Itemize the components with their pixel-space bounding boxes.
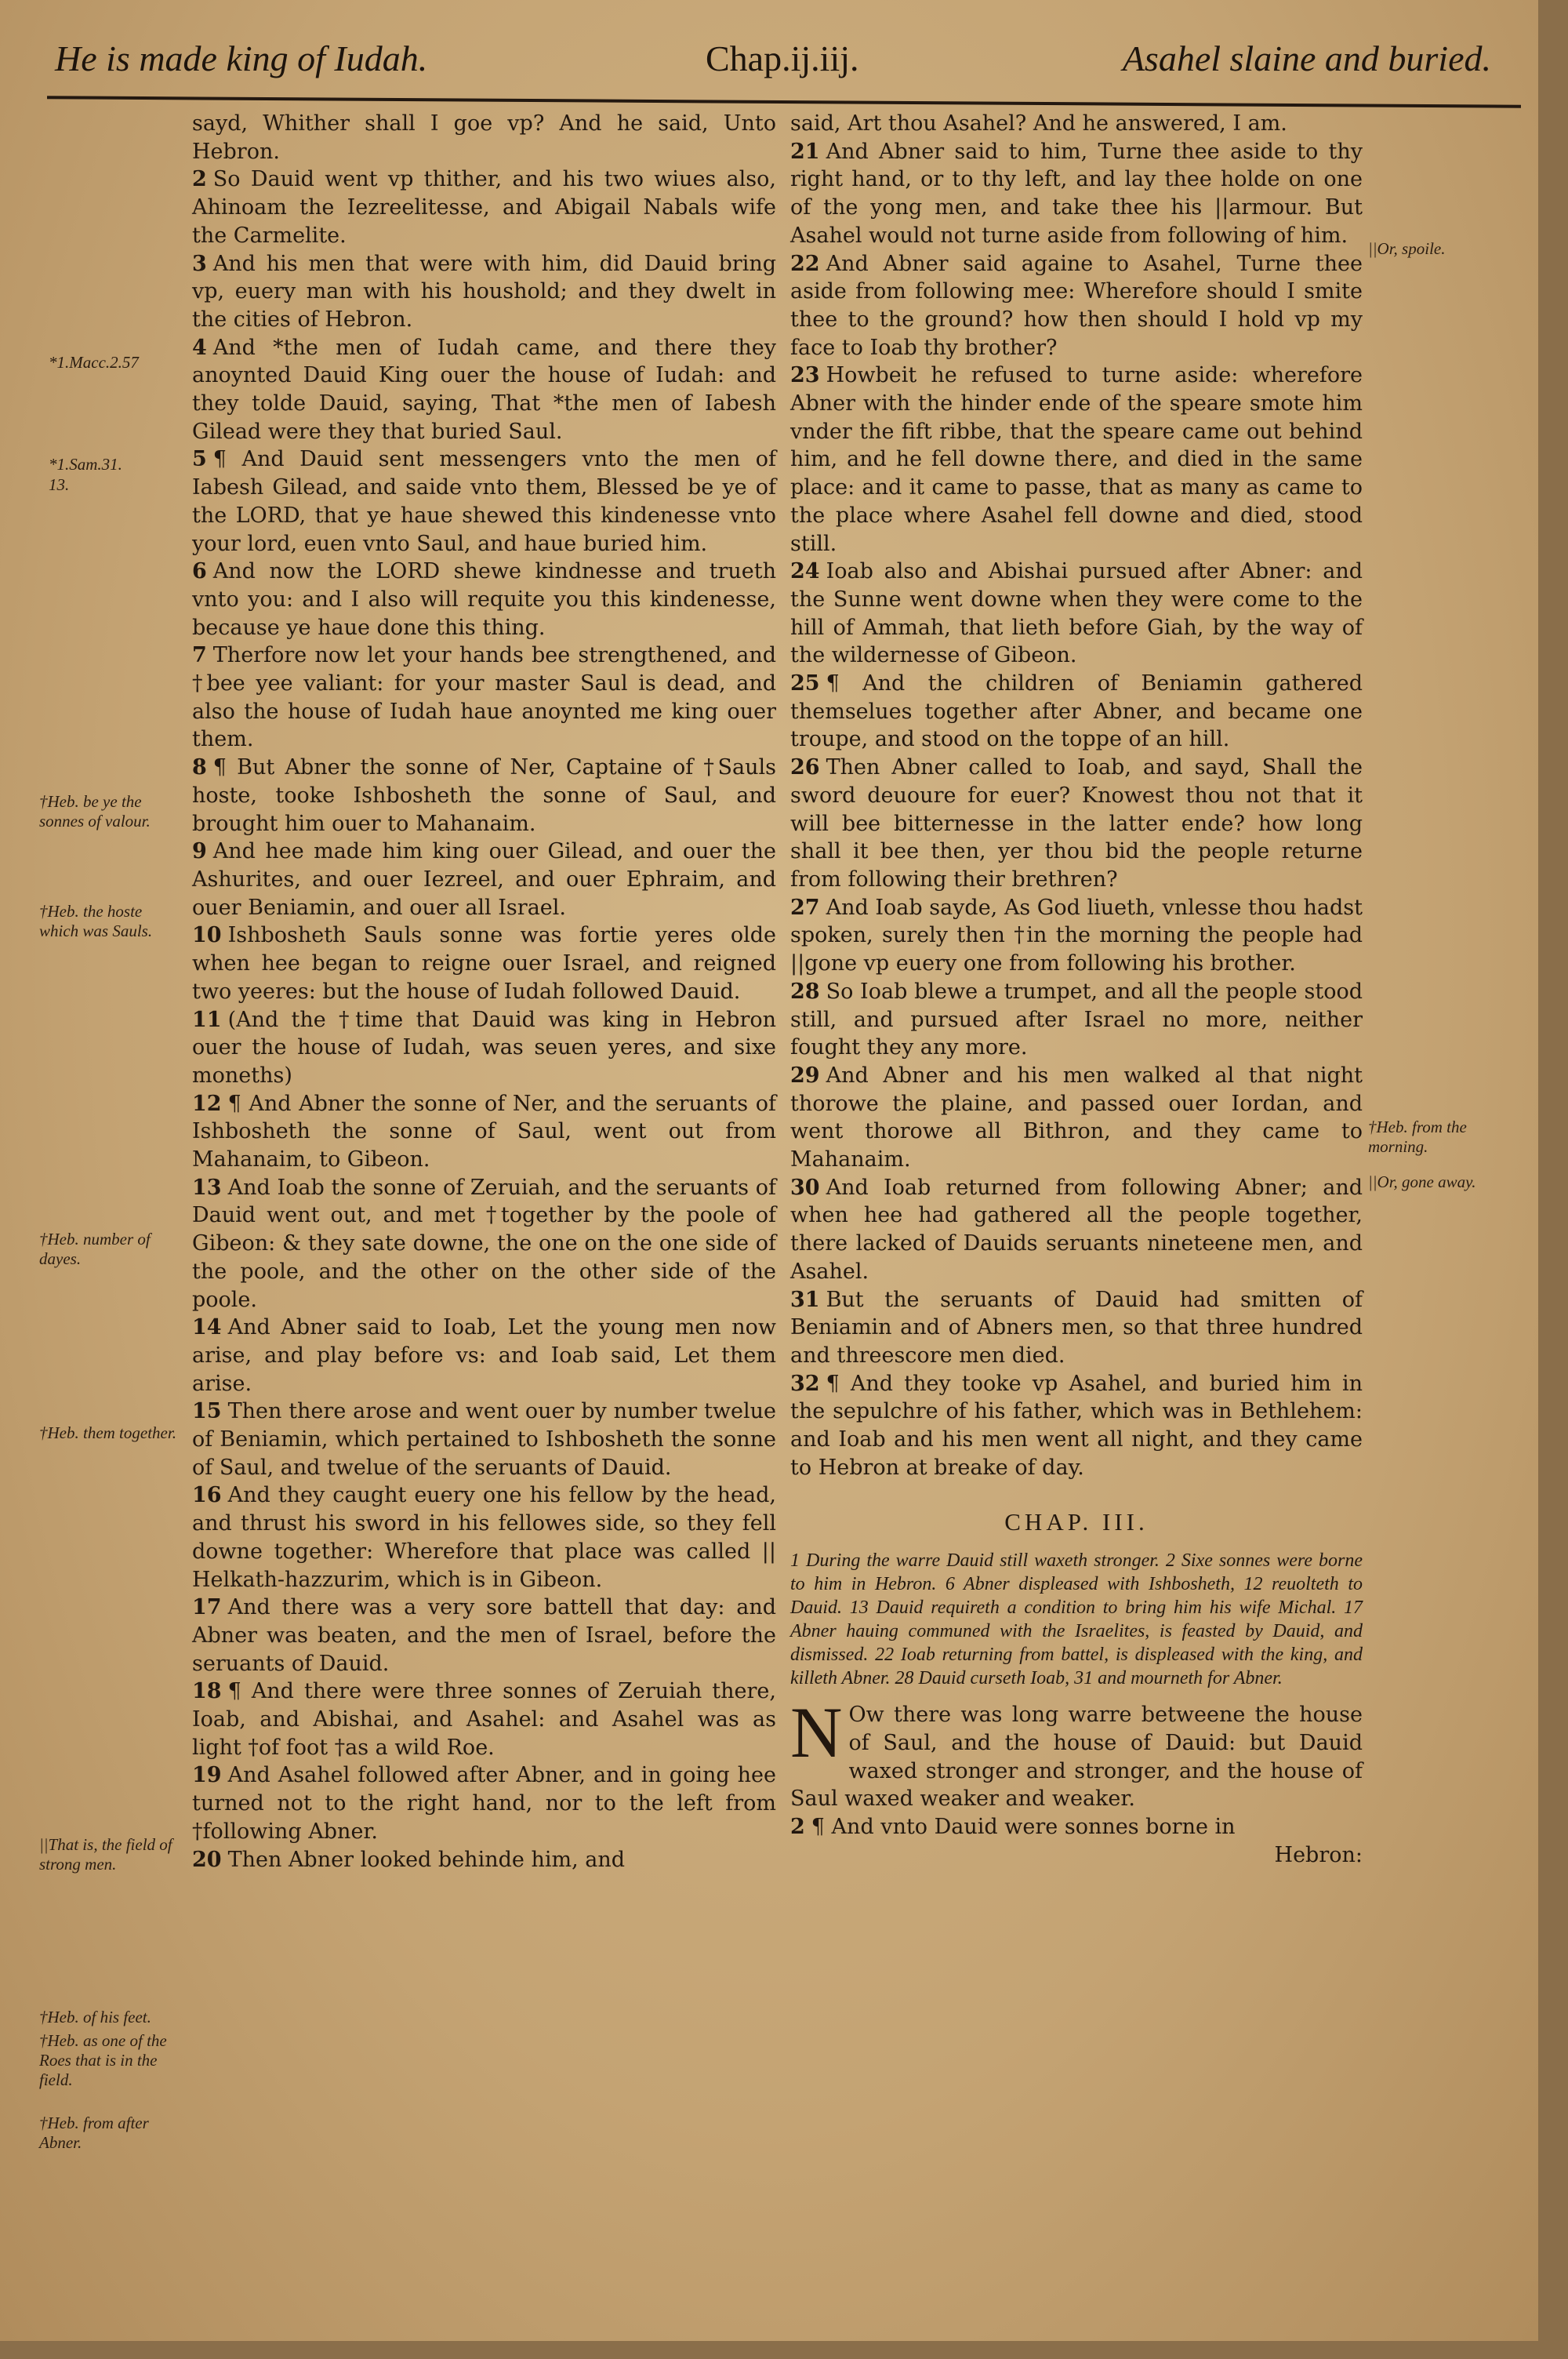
verse: 14 And Abner said to Ioab, Let the young men now arise, and play before vs: and Ioab said, Let them arise. <box>192 1315 776 1396</box>
margin-note: †Heb. from the morning. <box>1368 1118 1467 1156</box>
chapter-summary: 1 During the warre Dauid still waxeth stronger. 2 Sixe sonnes were borne to him in Hebron. 6 Abner displeased with Ishbosheth, 12 reuolteth to Dauid. 13 Dauid requireth a condition to bring him his wife Michal. 17 Abner hauing communed with the Israelites, is feasted by Dauid, and dismissed. 22 Ioab returning from battel, is displeased with the king, and killeth Abner. 28 Dauid curseth Ioab, 31 and mourneth for Abner. <box>790 1550 1363 1689</box>
drop-cap: N <box>790 1692 843 1773</box>
margin-note: †Heb. be ye the sonnes of valour. <box>39 792 151 831</box>
verse: 28 So Ioab blewe a trumpet, and all the people stood still, and pursued after Israel no more, neither fought they any more. <box>790 979 1363 1060</box>
verse: 31 But the seruants of Dauid had smitten of Beniamin and of Abners men, so that three hundred and threescore men died. <box>790 1287 1363 1368</box>
header-chapter-title: Chap.ij.iij. <box>706 38 859 78</box>
continued-text: said, Art thou Asahel? And he answered, I am. <box>790 111 1287 136</box>
margin-note: †Heb. them together. <box>39 1423 176 1442</box>
verse: 22 And Abner said againe to Asahel, Turne thee aside from following mee: Wherefore should I smite thee to the ground? how then should I hold vp my face to Ioab thy brother? <box>790 251 1363 360</box>
verse: 8 ¶ But Abner the sonne of Ner, Captaine of †Sauls hoste, tooke Ishbosheth the sonne of Saul, and brought him ouer to Mahanaim. <box>192 755 776 836</box>
margin-note: *1.Macc.2.57 <box>49 353 139 372</box>
verse: 9 And hee made him king ouer Gilead, and ouer the Ashurites, and ouer Iezreel, and ouer Ephraim, and ouer Beniamin, and ouer all Israel. <box>192 839 776 920</box>
margin-note: †Heb. number of dayes. <box>39 1230 151 1268</box>
verse: 21 And Abner said to him, Turne thee aside to thy right hand, or to thy left, and lay thee holde on one of the yong men, and take thee his ||armour. But Asahel would not turne aside from following of him. <box>790 139 1363 248</box>
right-text-column <box>790 110 1363 1869</box>
verse: 7 Therfore now let your hands bee strengthened, and †bee yee valiant: for your master Saul is dead, and also the house of Iudah haue anoynted me king ouer them. <box>192 643 776 752</box>
verse: 4 And *the men of Iudah came, and there they anoynted Dauid King ouer the house of Iudah: and they tolde Dauid, saying, That *the men of Iabesh Gilead were they that buried Saul. <box>192 335 776 444</box>
margin-note: †Heb. the hoste which was Sauls. <box>39 902 153 940</box>
verse: 26 Then Abner called to Ioab, and sayd, Shall the sword deuoure for euer? Knowest thou not that it will bee bitternesse in the latter ende? how long shall it bee then, yer thou bid the people returne from following their brethren? <box>790 755 1363 892</box>
margin-note: 13. <box>49 475 70 494</box>
verse: 29 And Abner and his men walked al that night thorowe the plaine, and passed ouer Iordan, and went thorowe all Bithron, and they came to Mahanaim. <box>790 1063 1363 1172</box>
margin-note: ||Or, spoile. <box>1368 239 1446 258</box>
header-left-title: He is made king of Iudah. <box>55 38 428 78</box>
verse: 24 Ioab also and Abishai pursued after Abner: and the Sunne went downe when they were come to the hill of Ammah, that lieth before Giah, by the way of the wildernesse of Gibeon. <box>790 559 1363 668</box>
verse: 23 Howbeit he refused to turne aside: wherefore Abner with the hinder ende of the speare smote him vnder the fift ribbe, that the speare came out behind him, and he fell downe there, and died in the same place: and it came to passe, that as many as came to the place where Asahel fell downe and died, stood still. <box>790 363 1363 556</box>
verse: 32 ¶ And they tooke vp Asahel, and buried him in the sepulchre of his father, which was in Bethlehem: and Ioab and his men went all night, and they came to Hebron at breake of day. <box>790 1371 1363 1480</box>
continued-text: sayd, Whither shall I goe vp? And he said, Unto Hebron. <box>192 111 776 164</box>
verse: 19 And Asahel followed after Abner, and in going hee turned not to the right hand, nor to the left from †following Abner. <box>192 1763 776 1844</box>
verse: 2 So Dauid went vp thither, and his two wiues also, Ahinoam the Iezreelitesse, and Abigail Nabals wife the Carmelite. <box>192 167 776 248</box>
running-header <box>47 38 1507 100</box>
verse: 12 ¶ And Abner the sonne of Ner, and the seruants of Ishbosheth the sonne of Saul, went out from Mahanaim, to Gibeon. <box>192 1091 776 1172</box>
verse: 30 And Ioab returned from following Abner; and when hee had gathered all the people together, there lacked of Dauids seruants nineteene men, and Asahel. <box>790 1175 1363 1284</box>
margin-note: ||Or, gone away. <box>1368 1172 1476 1191</box>
margin-note: †Heb. of his feet. <box>39 2008 151 2026</box>
verse: 2 ¶ And vnto Dauid were sonnes borne in <box>790 1814 1236 1839</box>
margin-note: †Heb. as one of the Roes that is in the field. <box>39 2031 167 2089</box>
verse: 11 (And the †time that Dauid was king in Hebron ouer the house of Iudah, was seuen yeres, and sixe moneths) <box>192 1007 776 1088</box>
verse: 27 And Ioab sayde, As God liueth, vnlesse thou hadst spoken, surely then †in the morning the people had ||gone vp euery one from following his brother. <box>790 895 1363 976</box>
margin-note: *1.Sam.31. <box>49 455 122 474</box>
left-text-column <box>192 110 776 1874</box>
header-right-title: Asahel slaine and buried. <box>1122 38 1491 78</box>
chapter-heading: CHAP. III. <box>1004 1508 1149 1536</box>
verse: 25 ¶ And the children of Beniamin gathered themselues together after Abner, and became one troupe, and stood on the toppe of an hill. <box>790 671 1363 752</box>
verse: 15 Then there arose and went ouer by number twelue of Beniamin, which pertained to Ishbosheth the sonne of Saul, and twelue of the seruants of Dauid. <box>192 1399 776 1480</box>
verse: 20 Then Abner looked behinde him, and <box>192 1847 625 1872</box>
verse: 3 And his men that were with him, did Dauid bring vp, euery man with his houshold; and they dwelt in the cities of Hebron. <box>192 251 776 332</box>
margin-note: †Heb. from after Abner. <box>39 2114 149 2152</box>
verse: 10 Ishbosheth Sauls sonne was fortie yeres olde when hee began to reigne ouer Israel, and reigned two yeeres: but the house of Iudah followed Dauid. <box>192 923 776 1004</box>
verse: 17 And there was a very sore battell that day: and Abner was beaten, and the men of Israel, before the seruants of Dauid. <box>192 1595 776 1676</box>
verse: 18 ¶ And there were three sonnes of Zeruiah there, Ioab, and Abishai, and Asahel: and Asahel was as light †of foot †as a wild Roe. <box>192 1679 776 1760</box>
margin-note: ||That is, the field of strong men. <box>39 1835 172 1874</box>
verse: 13 And Ioab the sonne of Zeruiah, and the seruants of Dauid went out, and met †together by the poole of Gibeon: & they sate downe, the one on the one side of the poole, and the other on the other side of the poole. <box>192 1175 776 1312</box>
chapter-opening: N Ow there was long warre betweene the house of Saul, and the house of Dauid: but Dauid waxed stronger and stronger, and the house of Saul waxed weaker and weaker. <box>790 1692 1363 1812</box>
catchword: Hebron: <box>1274 1842 1363 1867</box>
verse: 5 ¶ And Dauid sent messengers vnto the men of Iabesh Gilead, and saide vnto them, Blessed be ye of the LORD, that ye haue shewed this kindenesse vnto your lord, euen vnto Saul, and haue buried him. <box>192 447 776 556</box>
verse: 6 And now the LORD shewe kindnesse and trueth vnto you: and I also will requite you this kindenesse, because ye haue done this thing. <box>192 559 776 640</box>
verse: 16 And they caught euery one his fellow by the head, and thrust his sword in his fellowes side, so they fell downe together: Wherefore that place was called || Helkath-hazzurim, which is in Gibeon. <box>192 1483 776 1592</box>
